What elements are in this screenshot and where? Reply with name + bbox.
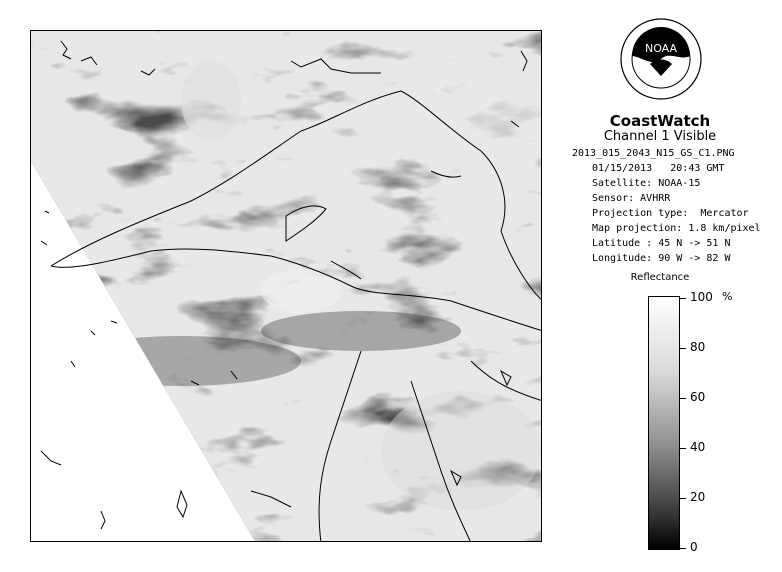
product-title: CoastWatch [609,112,711,130]
satellite: Satellite: NOAA-15 [592,178,701,189]
filename: 2013_015_2043_N15_GS_C1.PNG [572,148,735,159]
scale-label: 40 [690,440,706,454]
datetime: 01/15/2013 20:43 GMT [592,163,725,174]
metadata-block [592,161,761,266]
scale-label: 0 [690,540,698,554]
logo-text: NOAA [644,42,678,55]
longitude-range: Longitude: 90 W -> 82 W [592,253,731,264]
noaa-logo-icon [620,18,702,100]
latitude-range: Latitude : 45 N -> 51 N [592,238,731,249]
satellite-map [30,30,542,542]
scale-tick [680,398,686,399]
reflectance-colorbar [648,296,680,550]
scale-label: 20 [690,490,706,504]
scale-tick [680,298,686,299]
scale-label: 80 [690,340,706,354]
projection-type: Projection type: Mercator [592,208,749,219]
scale-title: Reflectance [630,272,690,283]
channel-name: Channel 1 Visible [603,129,717,144]
scale-tick [680,348,686,349]
scale-tick [680,448,686,449]
scale-label: 60 [690,390,706,404]
cloud-imagery [31,31,542,542]
scale-label: 100 [690,290,713,304]
scale-unit: % [722,290,733,303]
map-projection: Map projection: 1.8 km/pixel [592,223,761,234]
sensor: Sensor: AVHRR [592,193,671,204]
scale-tick [680,498,686,499]
scale-tick [680,548,686,549]
